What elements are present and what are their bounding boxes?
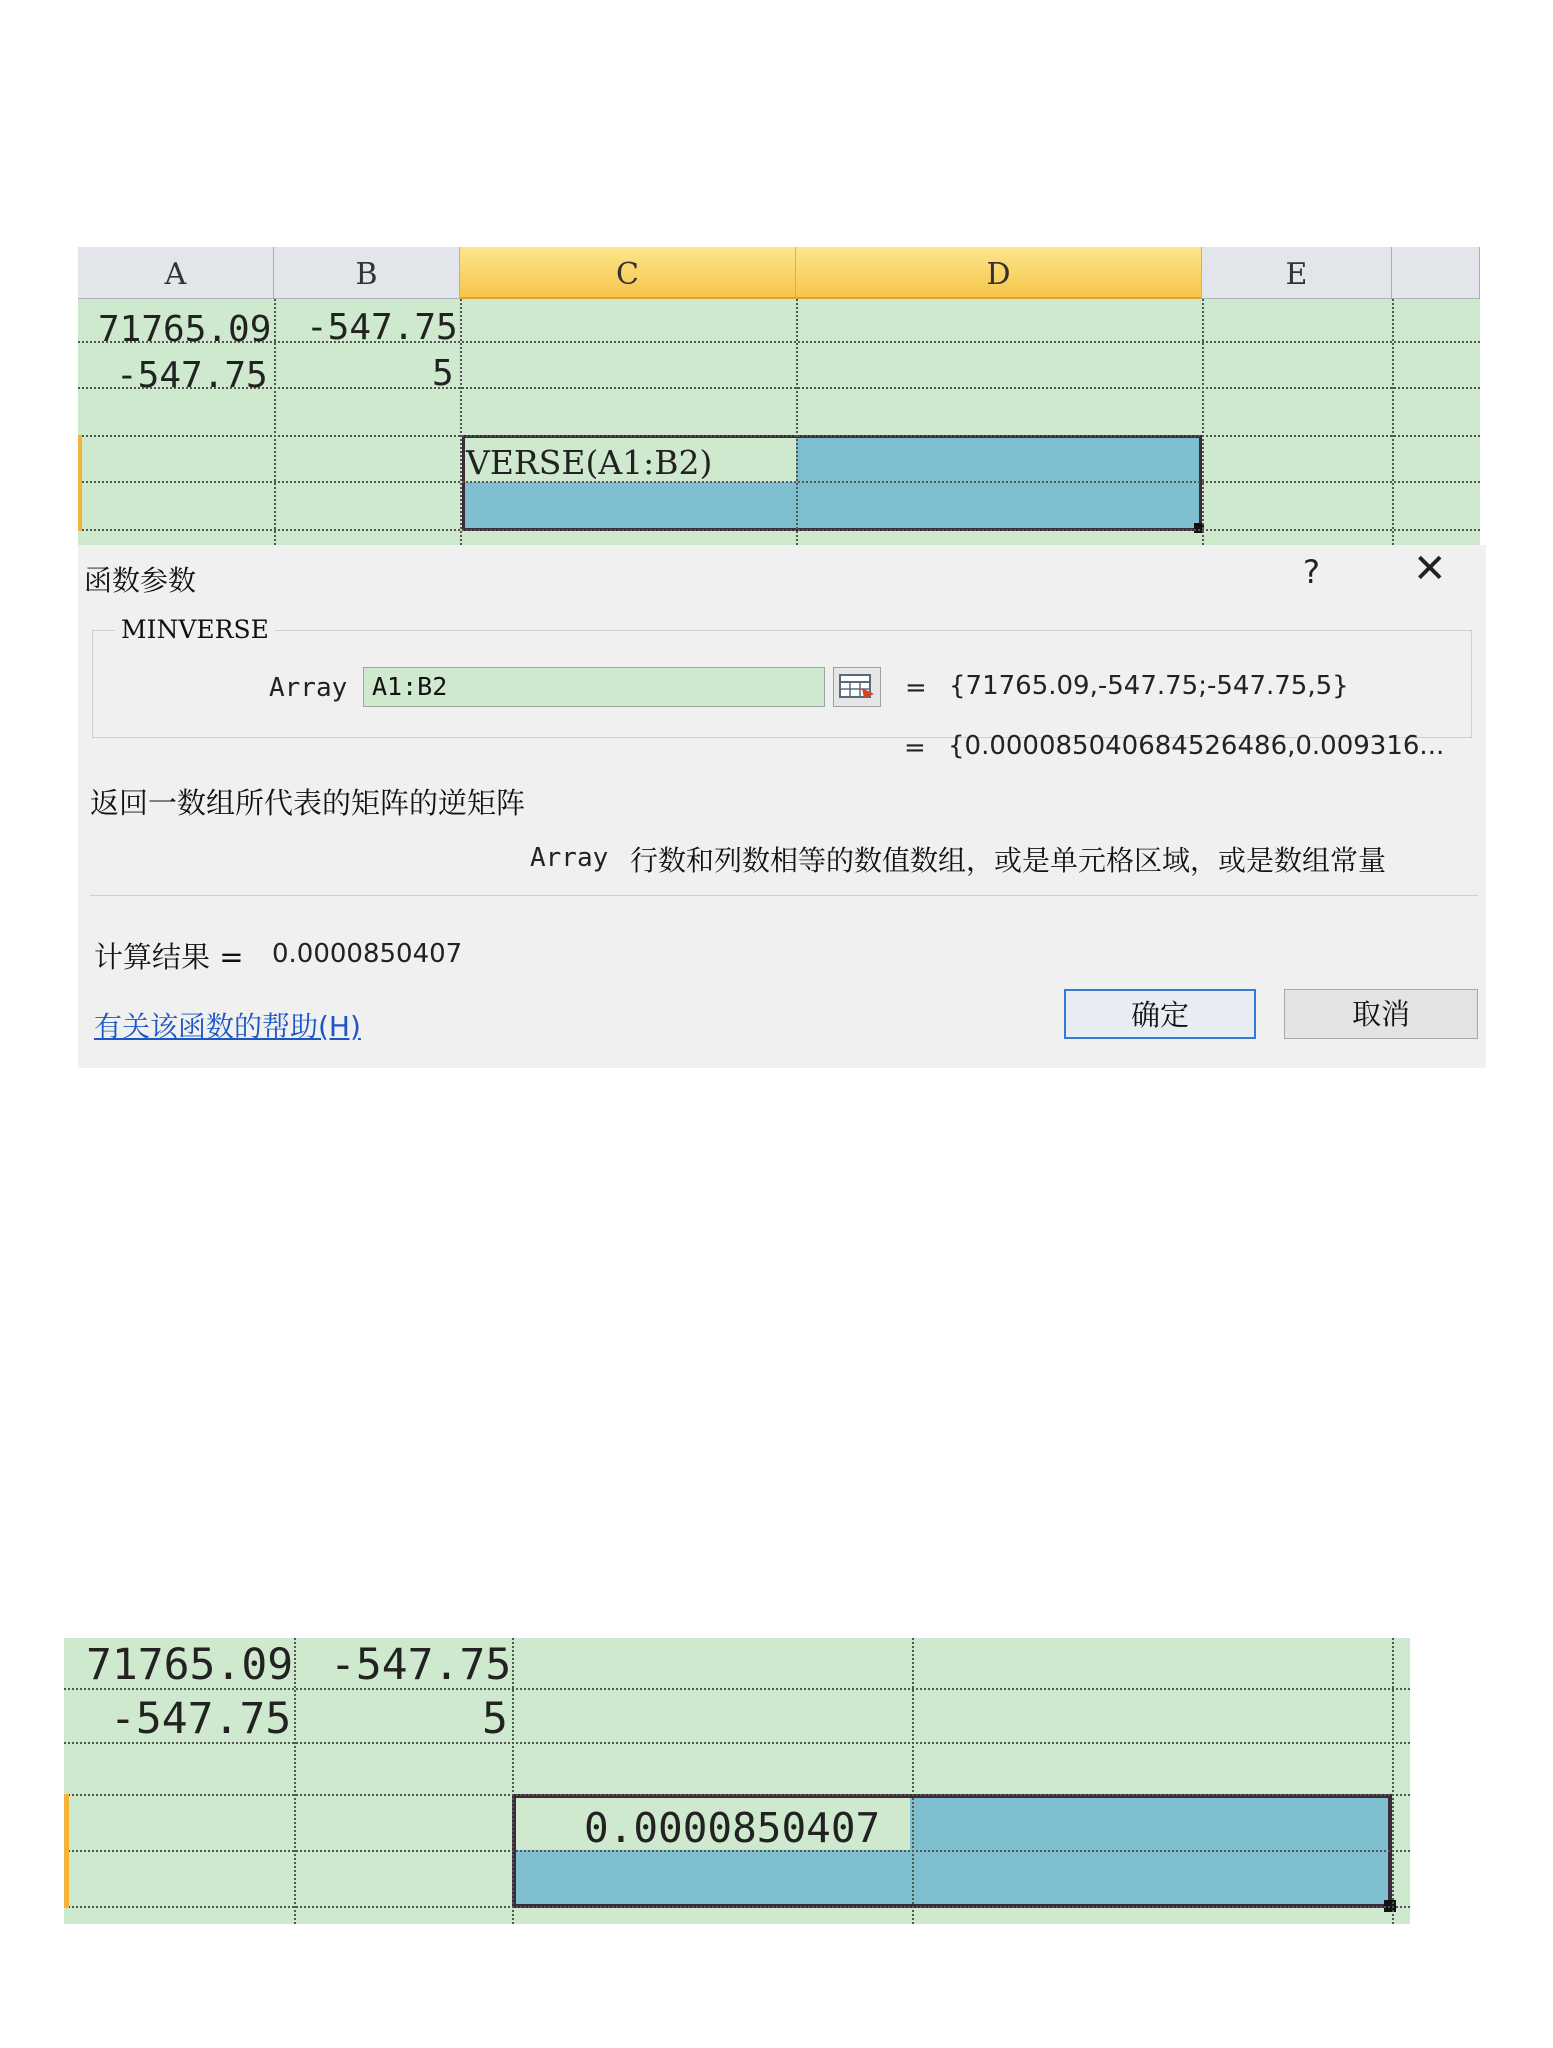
grid-line — [1202, 299, 1204, 545]
grid-line — [64, 1906, 1410, 1908]
result-equals: = — [904, 733, 926, 763]
argument-description: 行数和列数相等的数值数组，或是单元格区域，或是数组常量 — [630, 844, 1387, 877]
grid-line — [64, 1794, 1410, 1796]
function-group-box — [92, 615, 1472, 738]
grid-line — [796, 299, 798, 545]
ok-button[interactable]: 确定 — [1064, 989, 1256, 1039]
column-header-a[interactable]: A — [78, 247, 274, 299]
divider — [90, 895, 1478, 896]
function-arguments-dialog — [78, 545, 1486, 1068]
top-spreadsheet — [78, 247, 1480, 545]
calc-result-label: 计算结果 = — [94, 940, 244, 974]
function-description: 返回一数组所代表的矩阵的逆矩阵 — [90, 786, 526, 820]
column-header-d[interactable]: D — [796, 247, 1202, 299]
collapse-dialog-icon — [834, 668, 880, 706]
cell-b2[interactable]: 5 — [432, 353, 454, 394]
cell-b2[interactable]: 5 — [482, 1694, 508, 1744]
grid-line — [294, 1638, 296, 1924]
column-header-e[interactable]: E — [1202, 247, 1392, 299]
cancel-button[interactable]: 取消 — [1284, 989, 1478, 1039]
argument-description-name: Array — [530, 843, 609, 873]
row-header-selected — [64, 1794, 69, 1908]
argument-equals: = — [905, 673, 927, 703]
row-header-selected — [78, 435, 82, 531]
help-icon[interactable]: ? — [1303, 553, 1320, 591]
cell-c4-result[interactable]: 0.0000850407 — [584, 1804, 881, 1852]
cell-b1[interactable]: -547.75 — [306, 307, 458, 348]
grid-line — [78, 481, 1480, 483]
grid-line — [274, 299, 276, 545]
dialog-title: 函数参数 — [84, 564, 197, 597]
grid-line — [78, 341, 1480, 343]
result-preview: {0.0000850406845264​86,0.009316... — [948, 731, 1445, 761]
grid-line — [78, 529, 1480, 531]
cell-b1[interactable]: -547.75 — [330, 1640, 512, 1690]
bottom-spreadsheet — [64, 1638, 1410, 1924]
cell-c4-formula[interactable]: VERSE(A1:B2) — [466, 443, 713, 482]
grid-line — [78, 387, 1480, 389]
grid-line — [912, 1638, 914, 1924]
function-help-link[interactable]: 有关该函数的帮助(H) — [94, 1010, 361, 1043]
cell-a1[interactable]: 71765.09 — [86, 1640, 294, 1690]
close-icon[interactable]: ✕ — [1413, 546, 1447, 592]
cell-a2[interactable]: -547.75 — [110, 1694, 292, 1744]
collapse-dialog-button[interactable] — [833, 667, 881, 707]
array-input[interactable]: A1:B2 — [363, 667, 825, 707]
grid-line — [1392, 1638, 1394, 1924]
argument-value: {71765.09,-547.75;-547.75,5} — [949, 671, 1349, 701]
column-header-c[interactable]: C — [460, 247, 796, 299]
column-header-f[interactable] — [1392, 247, 1480, 299]
function-name: MINVERSE — [115, 615, 275, 644]
calc-result-value: 0.0000850407 — [272, 939, 463, 969]
grid-line — [512, 1638, 514, 1924]
grid-line — [460, 299, 462, 545]
grid-line — [1392, 299, 1394, 545]
cell-a2[interactable]: -547.75 — [116, 355, 268, 396]
grid-line — [78, 435, 1480, 437]
cell-a1[interactable]: 71765.09 — [98, 309, 272, 350]
column-header-b[interactable]: B — [274, 247, 460, 299]
argument-label: Array — [269, 673, 348, 703]
